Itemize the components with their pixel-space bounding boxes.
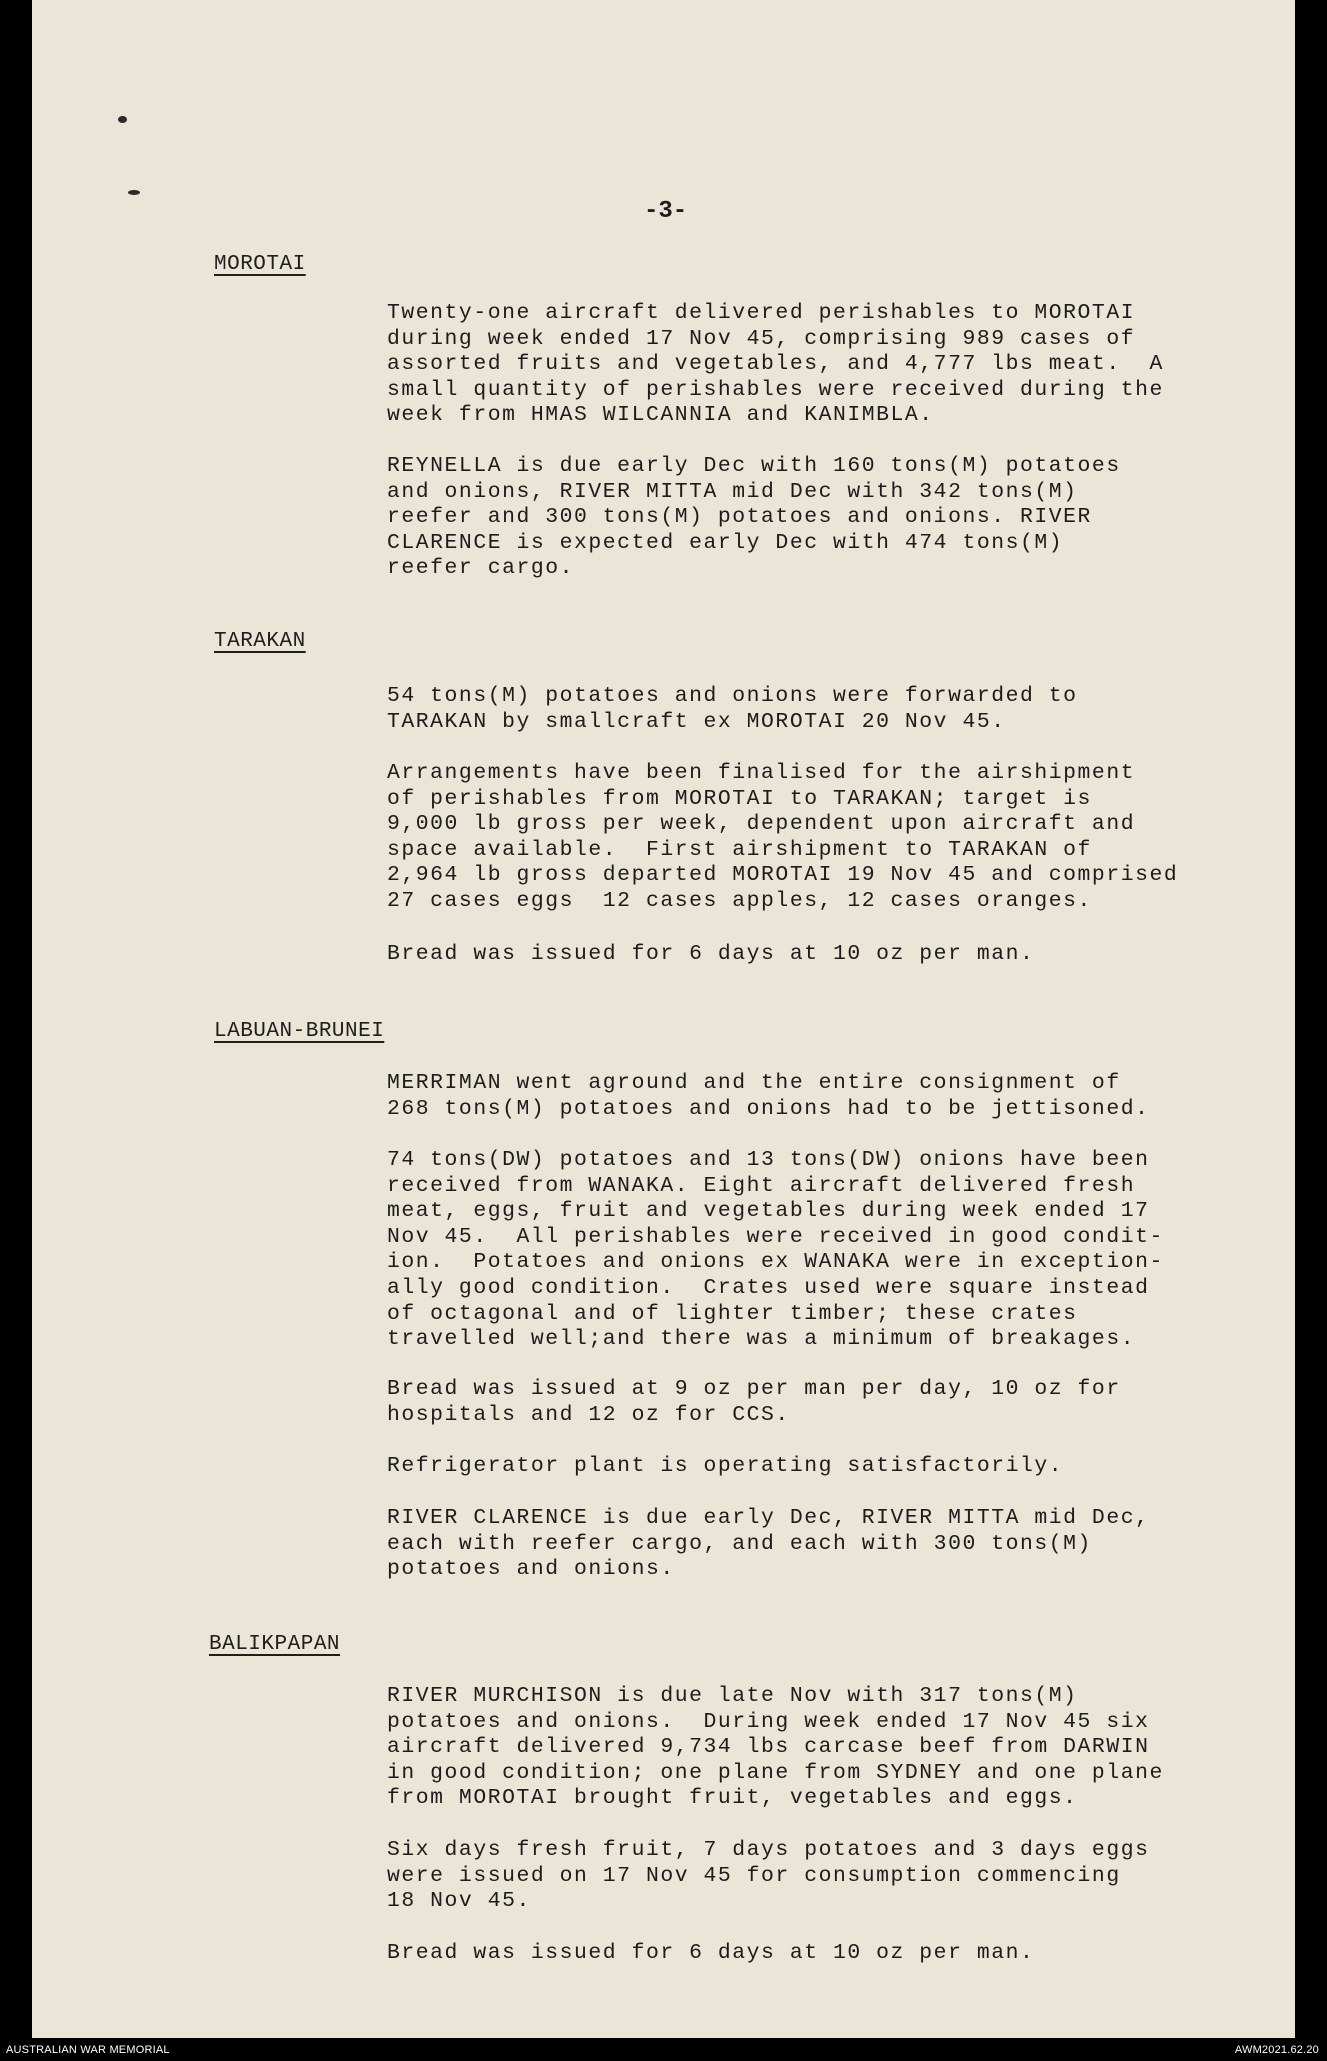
paragraph: Bread was issued for 6 days at 10 oz per man.	[387, 942, 1035, 966]
paragraph: Bread was issued for 6 days at 10 oz per man.	[387, 1941, 1035, 1965]
footer-credit: AUSTRALIAN WAR MEMORIAL	[6, 2044, 170, 2056]
section-heading-tarakan: TARAKAN	[214, 630, 306, 653]
paragraph: Bread was issued at 9 oz per man per day, 10 oz for hospitals and 12 oz for CCS.	[387, 1377, 1121, 1427]
paragraph: REYNELLA is due early Dec with 160 tons(M) potatoes and onions, RIVER MITTA mid Dec with 342 tons(M) reefer and 300 tons(M) potatoes and onions. RIVER CLARENCE is expected early Dec with 474 tons(M) reefer cargo.	[387, 454, 1121, 581]
document-page	[32, 0, 1295, 2038]
ink-mark	[128, 190, 140, 195]
paragraph: 54 tons(M) potatoes and onions were forwarded to TARAKAN by smallcraft ex MOROTAI 20 Nov 45.	[387, 684, 1078, 734]
section-heading-balikpapan: BALIKPAPAN	[209, 1633, 341, 1656]
paragraph: Arrangements have been finalised for the airshipment of perishables from MOROTAI to TARAKAN; target is 9,000 lb gross per week, dependent upon aircraft and space available. First airshipment to TARAKAN of 2,964 lb gross departed MOROTAI 19 Nov 45 and comprised 27 cases eggs 12 cases apples, 12 cases oranges.	[387, 761, 1179, 913]
footer-reference: AWM2021.62.20	[1234, 2044, 1319, 2056]
section-heading-morotai: MOROTAI	[214, 253, 306, 276]
page-number: -3-	[644, 198, 688, 225]
paragraph: RIVER CLARENCE is due early Dec, RIVER MITTA mid Dec, each with reefer cargo, and each with 300 tons(M) potatoes and onions.	[387, 1506, 1150, 1582]
paragraph: MERRIMAN went aground and the entire consignment of 268 tons(M) potatoes and onions had to be jettisoned.	[387, 1071, 1150, 1121]
paragraph: Six days fresh fruit, 7 days potatoes and 3 days eggs were issued on 17 Nov 45 for consumption commencing 18 Nov 45.	[387, 1838, 1150, 1914]
paragraph: RIVER MURCHISON is due late Nov with 317 tons(M) potatoes and onions. During week ended 17 Nov 45 six aircraft delivered 9,734 lbs carcase beef from DARWIN in good condition; one plane from SYDNEY and one plane from MOROTAI brought fruit, vegetables and eggs.	[387, 1684, 1164, 1811]
section-heading-labuan-brunei: LABUAN-BRUNEI	[214, 1020, 385, 1043]
paragraph: Refrigerator plant is operating satisfactorily.	[387, 1454, 1064, 1478]
paragraph: 74 tons(DW) potatoes and 13 tons(DW) onions have been received from WANAKA. Eight aircraft delivered fresh meat, eggs, fruit and vegetables during week ended 17 Nov 45. All perishables were received in good condit- ion. Potatoes and onions ex WANAKA were in exception- ally good condition. Crates used were square instead of octagonal and of lighter timber; these crates travelled well;and there was a minimum of breakages.	[387, 1148, 1164, 1352]
ink-mark	[118, 116, 127, 123]
paragraph: Twenty-one aircraft delivered perishables to MOROTAI during week ended 17 Nov 45, comprising 989 cases of assorted fruits and vegetables, and 4,777 lbs meat. A small quantity of perishables were received during the week from HMAS WILCANNIA and KANIMBLA.	[387, 301, 1164, 428]
